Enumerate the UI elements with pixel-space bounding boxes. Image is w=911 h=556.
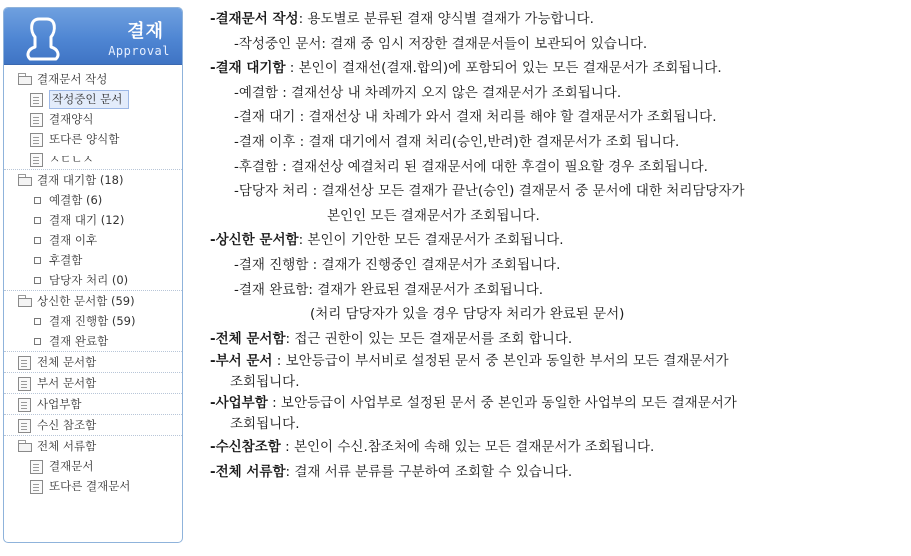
bullet-icon — [34, 277, 41, 284]
description-text: : 본인이 기안한 모든 결재문서가 조회됩니다. — [298, 232, 564, 249]
description-text: : 보안등급이 부서비로 설정된 문서 중 본인과 동일한 부서의 모든 결재문서가 — [272, 353, 729, 370]
description-text: -작성중인 문서: 결재 중 임시 저장한 결재문서들이 보관되어 있습니다. — [234, 35, 648, 52]
description-line — [206, 7, 906, 32]
sidebar-item[interactable] — [4, 190, 182, 210]
description-line — [206, 179, 906, 204]
description-text: : 본인이 수신.참조처에 속해 있는 모든 결재문서가 조회됩니다. — [280, 439, 655, 456]
bullet-icon — [34, 338, 41, 345]
sidebar-item-label: 후결함 — [49, 253, 83, 267]
sidebar-item[interactable] — [4, 109, 182, 129]
description-text: 조회됩니다. — [230, 416, 300, 433]
bullet-icon — [34, 217, 41, 224]
sidebar-item-label: 사업부함 — [37, 397, 82, 411]
sidebar-item[interactable] — [4, 210, 182, 230]
section-heading: -부서 문서 — [210, 353, 273, 370]
sidebar-subtitle: Approval — [108, 44, 170, 58]
description-text: 조회됩니다. — [230, 374, 300, 391]
doc-icon — [18, 398, 32, 410]
sidebar-item[interactable] — [4, 89, 182, 109]
doc-icon — [30, 460, 44, 472]
description-line — [206, 460, 906, 485]
sidebar-item-label: 결재 대기함 (18) — [37, 173, 124, 187]
bullet-icon — [34, 237, 41, 244]
description-line — [206, 278, 906, 303]
sidebar-item-label: 결재 완료함 — [49, 334, 109, 348]
bullet-icon — [34, 318, 41, 325]
doc-icon — [18, 419, 32, 431]
description-text: : 용도별로 분류된 결재 양식별 결재가 가능합니다. — [298, 11, 594, 27]
sidebar-item-label: 예결함 (6) — [49, 193, 103, 207]
section-heading: -전체 문서함 — [210, 330, 286, 347]
description-line — [206, 435, 906, 460]
sidebar-item-label: 결재양식 — [49, 112, 94, 126]
approval-sidebar — [3, 7, 183, 543]
doc-icon — [30, 153, 44, 165]
description-text: -예결함 : 결재선상 내 차례까지 오지 않은 결재문서가 조회됩니다. — [234, 84, 622, 101]
description-text: : 결재 서류 분류를 구분하여 조회할 수 있습니다. — [285, 463, 573, 480]
sidebar-item-label: 결재문서 작성 — [37, 72, 108, 86]
sidebar-item[interactable] — [4, 435, 182, 456]
description-line — [206, 228, 906, 253]
description-line — [206, 56, 906, 81]
sidebar-item-label: 결재 진행함 (59) — [49, 314, 136, 328]
sidebar-item-label: 또다른 양식함 — [49, 132, 120, 146]
sidebar-title: 결재 — [127, 21, 164, 42]
sidebar-item-label: 담당자 처리 (0) — [49, 273, 129, 287]
description-line — [206, 130, 906, 155]
description-text: : 본인이 결재선(결재.합의)에 포함되어 있는 모든 결재문서가 조회됩니다. — [285, 60, 722, 77]
section-heading: -전체 서류함 — [210, 463, 286, 480]
sidebar-item[interactable] — [4, 169, 182, 190]
section-heading: -사업부함 — [210, 395, 268, 412]
description-line — [206, 302, 906, 327]
folder-open-icon — [18, 295, 32, 307]
folder-open-icon — [18, 73, 32, 85]
sidebar-item[interactable] — [4, 331, 182, 351]
description-line — [206, 253, 906, 278]
pencil-doc-icon — [30, 93, 44, 105]
sidebar-item[interactable] — [4, 230, 182, 250]
help-content — [206, 7, 906, 485]
sidebar-item[interactable] — [4, 311, 182, 331]
sidebar-item[interactable] — [4, 270, 182, 290]
sidebar-item[interactable] — [4, 149, 182, 169]
approval-logo-icon — [22, 15, 64, 63]
description-text: -후결함 : 결재선상 예결처리 된 결재문서에 대한 후결이 필요할 경우 조회됩니다. — [234, 158, 708, 175]
section-heading: -결재문서 작성 — [210, 11, 299, 27]
sidebar-item-label: ㅅㄷㄴㅅ — [49, 152, 94, 166]
sidebar-item[interactable] — [4, 414, 182, 435]
sidebar-item[interactable] — [4, 393, 182, 414]
description-line — [206, 393, 906, 414]
description-text: -결재 대기 : 결재선상 내 차례가 와서 결재 처리를 해야 할 결재문서가 조회됩니다. — [234, 109, 717, 126]
description-text: -결재 완료함: 결재가 완료된 결재문서가 조회됩니다. — [234, 281, 544, 298]
description-line — [206, 351, 906, 372]
doc-icon — [30, 480, 44, 492]
sidebar-item-label: 전체 서류함 — [37, 439, 97, 453]
doc-icon — [30, 113, 44, 125]
sidebar-item[interactable] — [4, 476, 182, 496]
doc-icon — [18, 356, 32, 368]
description-text: : 보안등급이 사업부로 설정된 문서 중 본인과 동일한 사업부의 모든 결재문서가 — [267, 395, 737, 412]
description-text: -담당자 처리 : 결재선상 모든 결재가 끝난(승인) 결재문서 중 문서에 대한 처리담당자가 — [234, 183, 745, 200]
sidebar-item[interactable] — [4, 250, 182, 270]
description-line — [206, 155, 906, 180]
description-line — [206, 81, 906, 106]
description-text: 본인인 모든 결재문서가 조회됩니다. — [327, 207, 540, 224]
sidebar-tree — [4, 65, 182, 496]
description-text: -결재 진행함 : 결재가 진행중인 결재문서가 조회됩니다. — [234, 256, 561, 273]
description-text: -결재 이후 : 결재 대기에서 결재 처리(승인,반려)한 결재문서가 조회 됩니다. — [234, 133, 680, 150]
description-line — [206, 204, 906, 229]
sidebar-item-label: 상신한 문서함 (59) — [37, 294, 135, 308]
sidebar-item-label: 전체 문서함 — [37, 355, 97, 369]
sidebar-item-label: 결재 이후 — [49, 233, 98, 247]
doc-icon — [18, 377, 32, 389]
sidebar-item[interactable] — [4, 69, 182, 89]
sidebar-item[interactable] — [4, 351, 182, 372]
description-line — [206, 327, 906, 352]
section-heading: -상신한 문서함 — [210, 232, 299, 249]
description-text: (처리 담당자가 있을 경우 담당자 처리가 완료된 문서) — [310, 306, 625, 323]
sidebar-item[interactable] — [4, 372, 182, 393]
sidebar-item[interactable] — [4, 290, 182, 311]
section-heading: -수신참조함 — [210, 439, 281, 456]
bullet-icon — [34, 257, 41, 264]
sidebar-item-label: 또다른 결재문서 — [49, 479, 131, 493]
doc-icon — [30, 133, 44, 145]
sidebar-item-label: 수신 참조함 — [37, 418, 97, 432]
description-line — [206, 32, 906, 57]
sidebar-item-label: 결재문서 — [49, 459, 94, 473]
folder-open-icon — [18, 440, 32, 452]
sidebar-item-label: 결재 대기 (12) — [49, 213, 125, 227]
description-text: : 접근 권한이 있는 모든 결재문서를 조회 합니다. — [285, 330, 573, 347]
description-line — [206, 372, 906, 393]
description-line — [206, 414, 906, 435]
section-heading: -결재 대기함 — [210, 60, 286, 77]
sidebar-item-label: 부서 문서함 — [37, 376, 97, 390]
sidebar-item[interactable] — [4, 456, 182, 476]
folder-open-icon — [18, 174, 32, 186]
description-line — [206, 105, 906, 130]
sidebar-header — [4, 8, 182, 65]
bullet-icon — [34, 197, 41, 204]
sidebar-item-label: 작성중인 문서 — [49, 90, 129, 109]
sidebar-item[interactable] — [4, 129, 182, 149]
